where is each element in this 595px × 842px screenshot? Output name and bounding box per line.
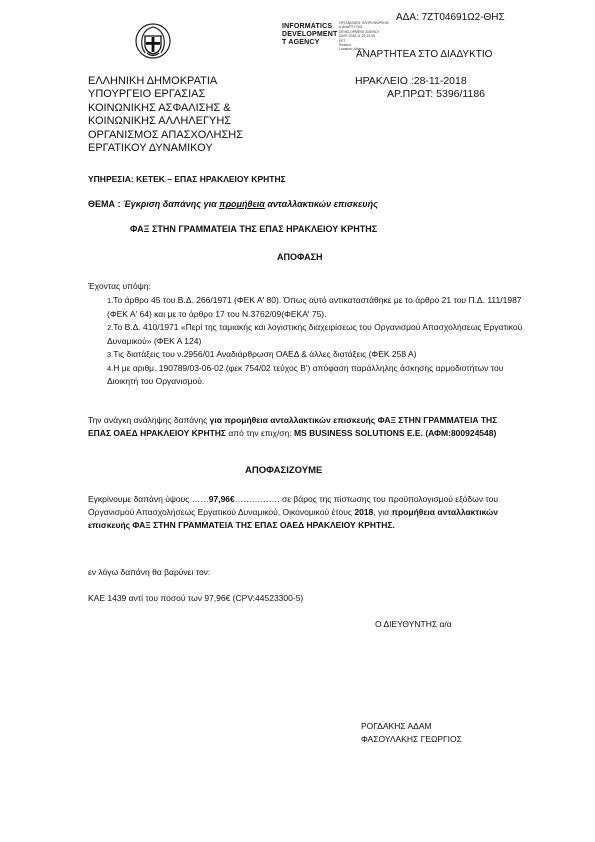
- sender-line: ΥΠΟΥΡΓΕΙΟ ΕΡΓΑΣΙΑΣ: [88, 88, 206, 101]
- signature-fine-line: Reason:: [339, 43, 352, 48]
- list-item-text: Το Β.Δ. 410/1971 «Περί της ταμιακής και λογιστικής διαχειρίσεως του Οργανισμού Απασχολήσεως Εργατικού Δυναμικού» (ΦΕΚ Α 124): [107, 322, 523, 346]
- amount-value: 97,96€: [208, 494, 235, 504]
- paragraph-bold-text: για προμήθεια ανταλλακτικών επισκευής ΦΑΞ ΣΤΗΝ ΓΡΑΜΜΑΤΕΙΑ ΤΗΣ ΕΠΑΣ ΟΑΕΔ ΗΡΑΚΛΕΙΟΥ ΚΡΗΤΗΣ: [88, 415, 498, 438]
- protocol-number: ΑΡ.ΠΡΩΤ: 5396/1186: [387, 88, 485, 101]
- we-decide-title: ΑΠΟΦΑΣΙΖΟΥΜΕ: [245, 465, 323, 476]
- decision-title: ΑΠΟΦΑΣΗ: [277, 252, 323, 262]
- list-item-number: 4.: [107, 363, 114, 373]
- list-item-number: 3.: [107, 350, 114, 359]
- kae-line: ΚΑΕ 1439 αντί του ποσού των 97,96€ (CPV:44523300-5): [88, 593, 304, 603]
- agency-line: T AGENCY: [282, 39, 320, 46]
- sender-line: ΚΟΙΝΩΝΙΚΗΣ ΑΛΛΗΛΕΓΥΗΣ: [88, 115, 232, 128]
- signature-fine-line: DEVELOPMENT AGENCY: [339, 29, 380, 34]
- list-item: [107, 362, 527, 389]
- approval-paragraph: [88, 493, 518, 532]
- service-line: ΥΠΗΡΕΣΙΑ: ΚΕΤΕΚ – ΕΠΑΣ ΗΡΑΚΛΕΙΟΥ ΚΡΗΤΗΣ: [88, 174, 286, 184]
- list-item-number: 1.: [107, 296, 114, 305]
- signature-fine-line: EET: [339, 38, 346, 43]
- agency-line: INFORMATICS: [282, 23, 333, 30]
- sender-block: [88, 75, 243, 155]
- signer-name: ΦΑΣΟΥΛΑΚΗΣ ΓΕΩΡΓΙΟΣ: [361, 734, 462, 744]
- subject-text-underlined: προμήθεια: [219, 199, 265, 209]
- paragraph-text: ……………. σε βάρος της πίστωσης του προϋπολογισμού εξόδων του Οργανισμού Απασχολήσεως Εργατικού Δυναμικού, Οικονομικού έτους: [88, 494, 498, 517]
- signature-fine-line: Location: Athens: [339, 47, 365, 52]
- sender-line: ΟΡΓΑΝΙΣΜΟΣ ΑΠΑΣΧΟΛΗΣΗΣ: [88, 128, 243, 141]
- agency-line: DEVELOPMENT: [282, 31, 338, 38]
- list-item-text: Τις διατάξεις του ν.2956/01 Αναδιάρθρωση ΟΑΕΔ & άλλες διατάξεις (ΦΕΚ 258 Α): [113, 349, 417, 359]
- paragraph-text: Εγκρίνουμε δαπάνη ύψους ……: [88, 494, 209, 504]
- signature-fine-line: DATE 2018.11.29 19:39: [339, 34, 375, 39]
- subject-text: Έγκριση δαπάνης για: [120, 199, 220, 209]
- signers-block: [361, 720, 462, 746]
- list-item-number: 2.: [107, 323, 114, 332]
- sender-line: ΕΛΛΗΝΙΚΗ ΔΗΜΟΚΡΑΤΙΑ: [88, 75, 218, 87]
- subject-line: [88, 199, 378, 209]
- list-item: [107, 321, 527, 348]
- list-item-text: Το άρθρο 45 του Β.Δ. 266/1971 (ΦΕΚ Α' 80). Όπως αυτό αντικαταστάθηκε με το άρθρο 21 του Π.Δ. 111/1987 (ΦΕΚ Α' 64) και με το άρθρο 17 του Ν.3762/09(ΦΕΚΑ' 75).: [107, 295, 522, 319]
- sender-line: ΚΟΙΝΩΝΙΚΗΣ ΑΣΦΑΛΙΣΗΣ &: [88, 101, 231, 114]
- posted-online-label: ΑΝΑΡΤΗΤΕΑ ΣΤΟ ΔΙΑΔΥΚΤΙΟ: [356, 49, 493, 60]
- legal-basis-list: [107, 294, 527, 389]
- director-signature-label: Ο ΔΙΕΥΘΥΝΤΗΣ α/α: [375, 619, 452, 629]
- considering-label: Έχοντας υπόψη:: [88, 281, 151, 291]
- greek-coat-of-arms-icon: [133, 20, 173, 60]
- paragraph-text: , για: [373, 507, 392, 517]
- paragraph-text: από την επιχ/ση:: [226, 428, 295, 438]
- subject-text: ανταλλακτικών επισκευής: [264, 199, 378, 209]
- subject-label: ΘΕΜΑ :: [88, 199, 121, 209]
- document-ada-id: ΑΔΑ: 7ΖΤ04691Ω2-ΘΗΣ: [396, 12, 505, 23]
- place-date-block: [355, 75, 485, 102]
- fax-title: ΦΑΞ ΣΤΗΝ ΓΡΑΜΜΑΤΕΙΑ ΤΗΣ ΕΠΑΣ ΗΡΑΚΛΕΙΟΥ ΚΡΗΤΗΣ: [130, 224, 378, 234]
- digital-signature-fine-print: [339, 21, 389, 52]
- burden-line: εν λόγω δαπάνη θα βαρύνει τον:: [88, 567, 211, 577]
- list-item: [107, 294, 527, 321]
- list-item: [107, 348, 527, 362]
- paragraph-bold-text: προμήθεια ανταλλακτικών επισκευής ΦΑΞ ΣΤΗΝ ΓΡΑΜΜΑΤΕΙΑ ΤΗΣ ΕΠΑΣ ΟΑΕΔ ΗΡΑΚΛΕΙΟΥ ΚΡΗΤΗΣ.: [88, 507, 498, 530]
- expense-need-paragraph: [88, 414, 508, 440]
- supplier-name: MS BUSINESS SOLUTIONS Ε.Ε. (ΑΦΜ:800924548): [294, 428, 497, 438]
- paragraph-text: Την ανάγκη ανάληψης δαπάνης: [88, 415, 210, 425]
- signature-fine-line: & ΑΝΑΠΤΥΞΗΣ: [339, 25, 363, 30]
- signer-name: ΡΟΓΔΑΚΗΣ ΑΔΑΜ: [361, 721, 432, 731]
- place-date-line: ΗΡΑΚΛΕΙΟ :28-11-2018: [355, 75, 467, 87]
- fiscal-year: 2018: [354, 507, 374, 517]
- sender-line: ΕΡΓΑΤΙΚΟΥ ΔΥΝΑΜΙΚΟΥ: [88, 142, 213, 155]
- signature-fine-line: ΟΡΓΑΝΙΣΜΟΣ ΠΛΗΡΟΦΟΡΙΚΗΣ: [339, 21, 390, 25]
- list-item-text: Η με αριθμ. 190789/03-06-02 (φεκ 754/02 τεύχος Β') απόφαση παράλληλης άσκησης αρμοδιοτήτων του Διοικητή του Οργανισμού.: [107, 362, 504, 386]
- agency-stamp-text: [282, 23, 337, 47]
